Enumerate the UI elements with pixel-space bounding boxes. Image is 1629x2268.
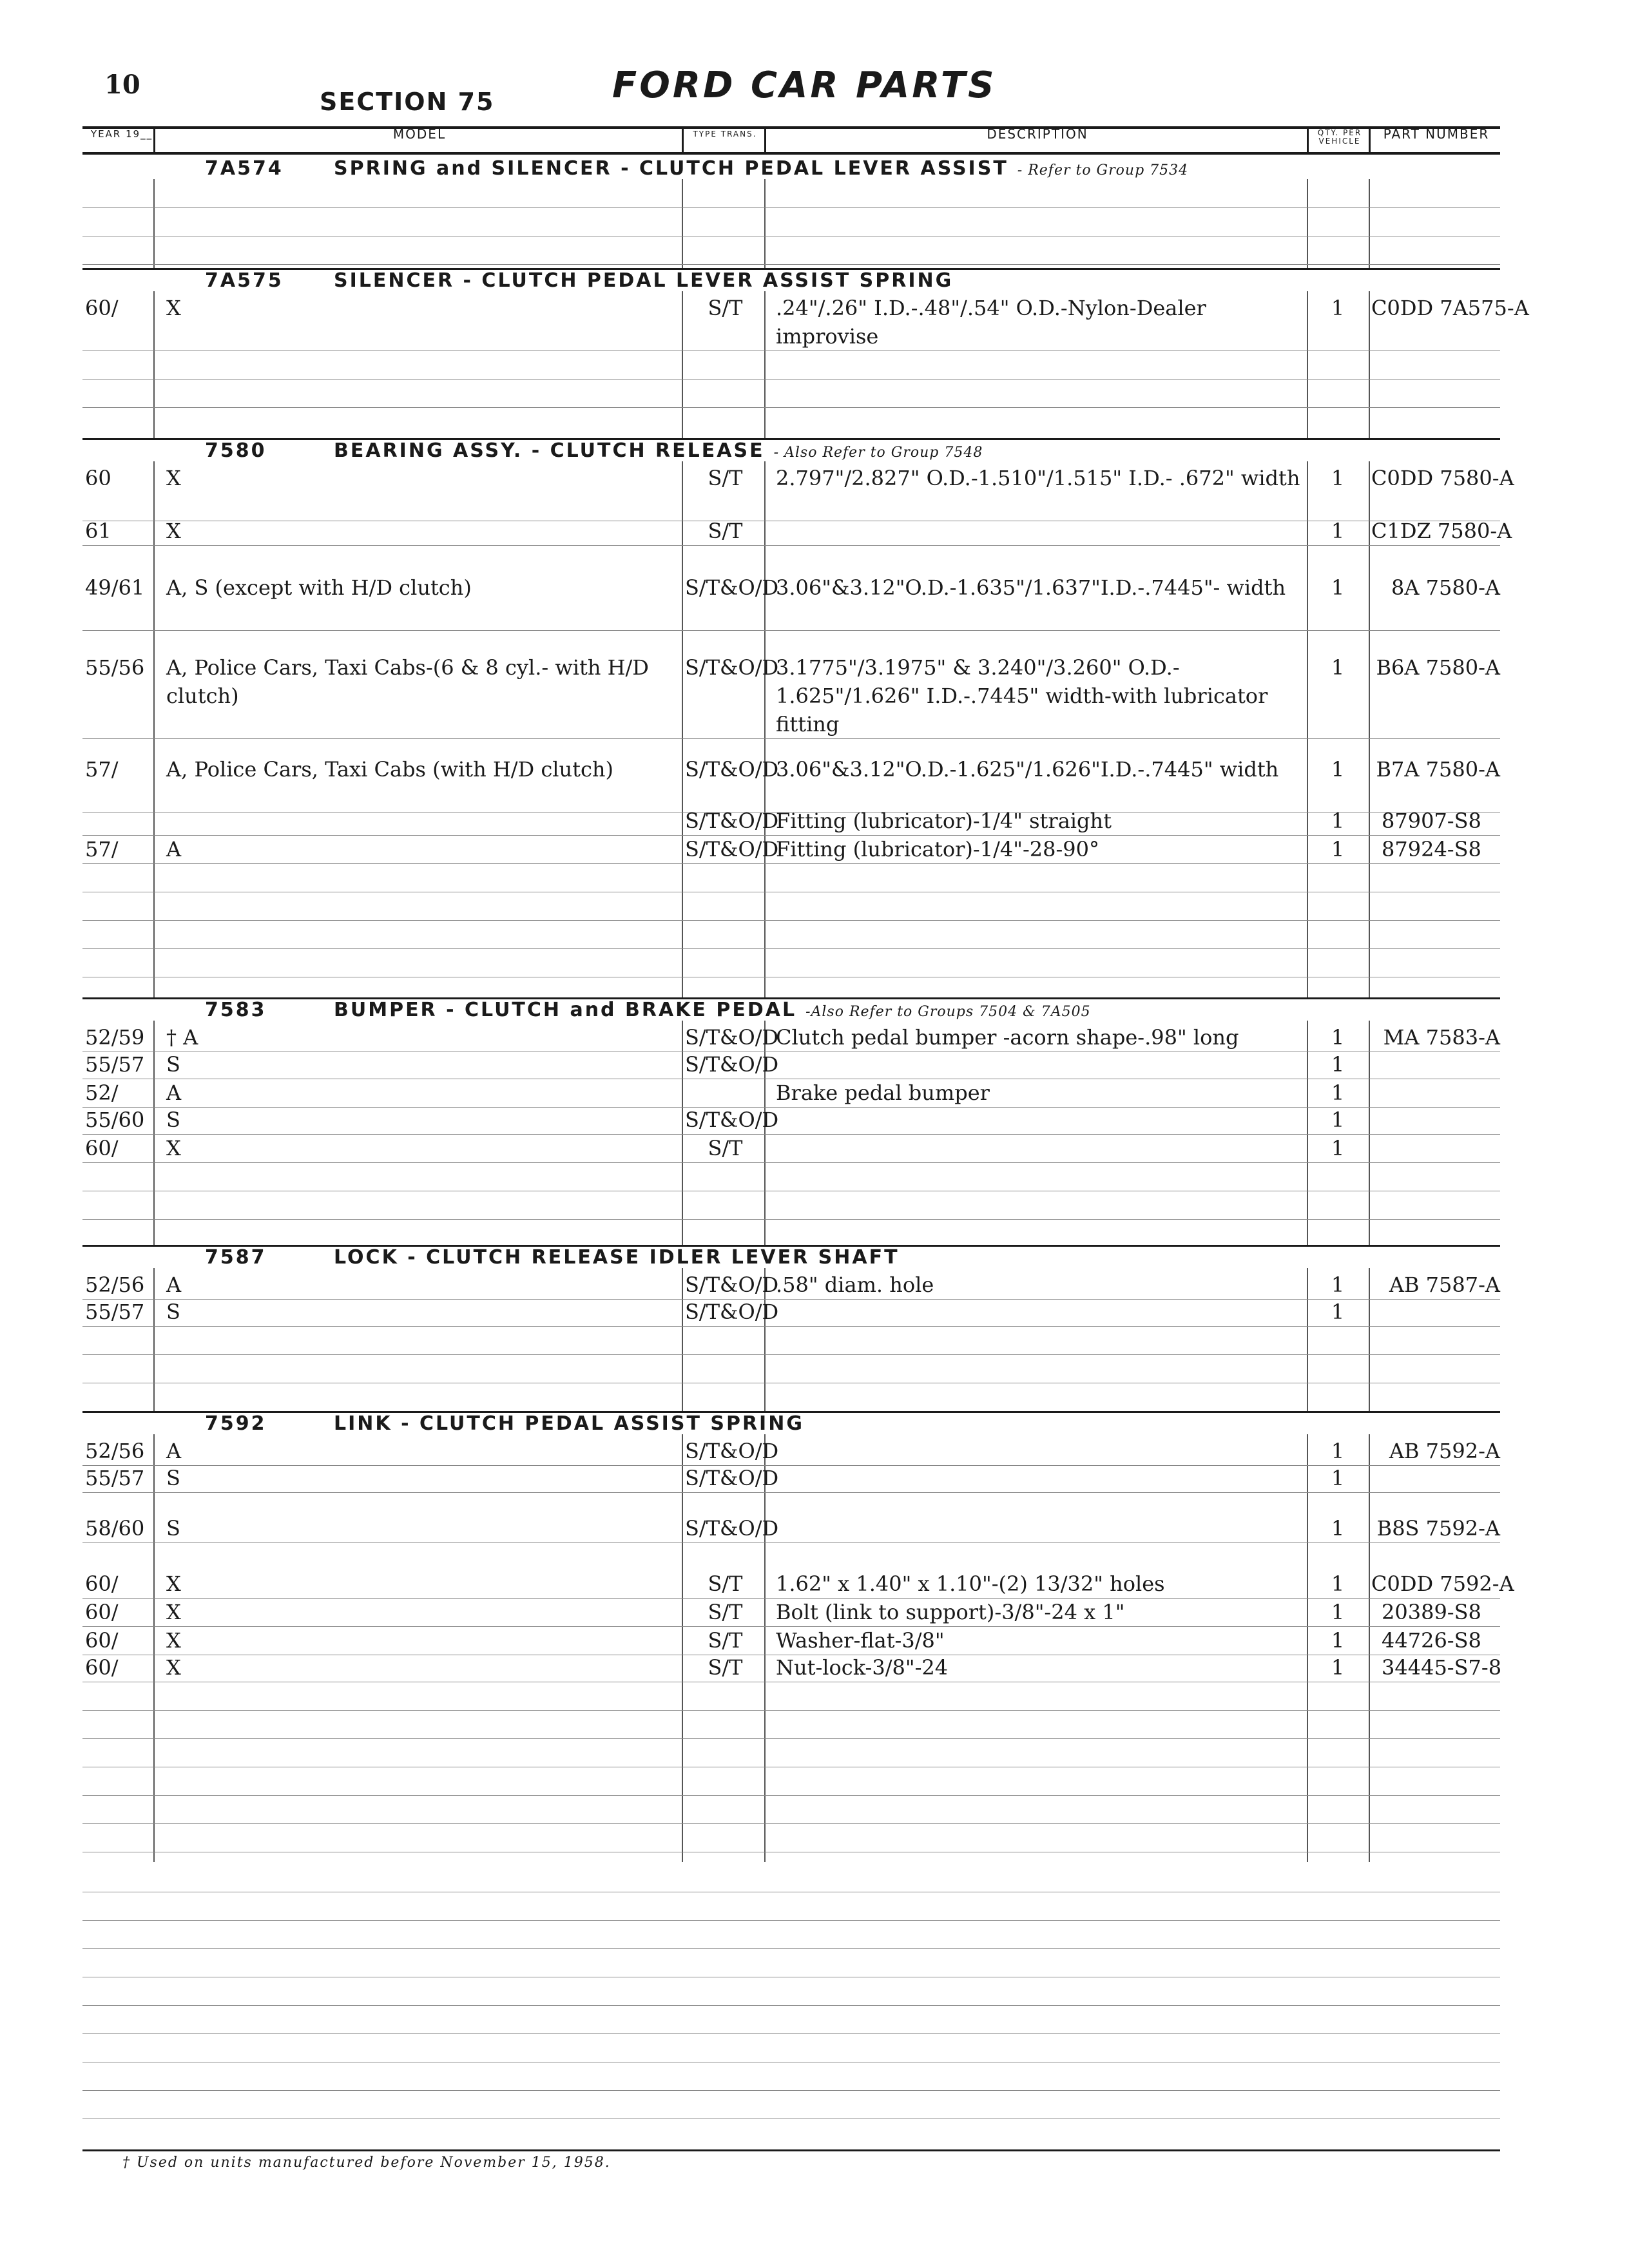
blank-rule: [82, 1354, 1500, 1355]
cell-type-trans: S/T: [708, 519, 743, 543]
bottom-rule: [82, 2149, 1500, 2151]
cell-part-number: AB 7587-A: [1389, 1273, 1500, 1297]
header-model: MODEL: [153, 129, 684, 152]
blank-rule: [82, 1795, 1500, 1796]
cell-year: 55/57: [85, 1052, 145, 1077]
cell-qty: 1: [1331, 1600, 1345, 1624]
group-block: [82, 1245, 1500, 1411]
cell-model: S: [166, 1108, 180, 1132]
cell-qty: 1: [1331, 1108, 1345, 1132]
group-name: [334, 999, 1091, 1021]
row-rule: [82, 1326, 1500, 1327]
group-number: 7583: [205, 999, 267, 1021]
table-row: [82, 835, 1500, 863]
cell-description: 3.06"&3.12"O.D.-1.635"/1.637"I.D.-.7445"- width: [776, 575, 1286, 600]
cell-description: Clutch pedal bumper -acorn shape-.98" long: [776, 1025, 1239, 1050]
cell-part-number: 8A 7580-A: [1391, 575, 1500, 600]
table-row: [82, 1023, 1500, 1052]
blank-rule: [82, 2033, 1500, 2034]
group-reference: - Also Refer to Group 7548: [773, 445, 983, 461]
cell-model: X: [166, 1655, 181, 1680]
cell-model: † A: [166, 1025, 198, 1050]
cell-type-trans: S/T&O/D: [685, 757, 779, 782]
group-block: [82, 438, 1514, 997]
group-heading: [82, 156, 1500, 179]
cell-year: 55/57: [85, 1300, 145, 1324]
cell-qty: 1: [1331, 1081, 1345, 1105]
page-title: FORD CAR PARTS: [612, 64, 997, 106]
cell-type-trans: S/T&O/D: [685, 1273, 779, 1297]
cell-description: Fitting (lubricator)-1/4"-28-90°: [776, 837, 1099, 861]
group-number: 7592: [205, 1412, 267, 1435]
table-row: [82, 1626, 1500, 1655]
cell-qty: 1: [1331, 809, 1345, 833]
table-row: [82, 1106, 1500, 1134]
cell-qty: 1: [1331, 1273, 1345, 1297]
column-divider: [153, 179, 155, 268]
page-number: 10: [104, 70, 140, 100]
group-name: [334, 1412, 804, 1435]
header-year: YEAR 19__: [90, 128, 153, 140]
row-rule: [82, 545, 1500, 546]
table-row: [82, 464, 1514, 521]
blank-rule: [82, 1823, 1500, 1824]
cell-model: A, Police Cars, Taxi Cabs (with H/D clutch): [166, 757, 614, 782]
cell-type-trans: S/T: [708, 1136, 743, 1160]
section-title: SECTION 75: [320, 88, 495, 116]
cell-part-number: C1DZ 7580-A: [1371, 519, 1512, 543]
header-description: DESCRIPTION: [764, 129, 1309, 152]
column-divider: [1369, 179, 1370, 268]
group-block: [82, 997, 1500, 1245]
cell-description: Bolt (link to support)-3/8"-24 x 1": [776, 1600, 1125, 1624]
cell-year: 52/56: [85, 1273, 145, 1297]
group-block: [82, 268, 1529, 438]
table-row: [82, 1050, 1500, 1079]
cell-year: 55/57: [85, 1466, 145, 1490]
cell-year: 52/56: [85, 1439, 145, 1463]
blank-rule: [82, 1948, 1500, 1949]
row-rule: [82, 1542, 1500, 1543]
cell-model: X: [166, 466, 181, 490]
blank-rule: [82, 1738, 1500, 1739]
cell-model: A: [166, 1081, 182, 1105]
group-name-text: SILENCER - CLUTCH PEDAL LEVER ASSIST SPRING: [334, 269, 954, 292]
cell-qty: 1: [1331, 1136, 1345, 1160]
cell-model: S: [166, 1516, 180, 1541]
cell-type-trans: S/T&O/D: [685, 1025, 779, 1050]
column-divider: [682, 179, 683, 268]
group-number: 7A574: [205, 157, 284, 180]
cell-qty: 1: [1331, 1628, 1345, 1653]
cell-year: 57/: [85, 757, 119, 782]
group-name-text: BUMPER - CLUTCH and BRAKE PEDAL: [334, 999, 797, 1021]
blank-rule: [82, 407, 1500, 408]
cell-qty: 1: [1331, 1466, 1345, 1490]
column-divider: [764, 179, 766, 268]
cell-model: X: [166, 1136, 181, 1160]
blank-rule: [82, 948, 1500, 949]
cell-year: 57/: [85, 837, 119, 861]
cell-description: 1.62" x 1.40" x 1.10"-(2) 13/32" holes: [776, 1571, 1165, 1596]
cell-qty: 1: [1331, 575, 1345, 600]
cell-part-number: C0DD 7592-A: [1371, 1571, 1514, 1596]
cell-part-number: B7A 7580-A: [1376, 757, 1500, 782]
cell-model: X: [166, 519, 181, 543]
blank-rule: [82, 2005, 1500, 2006]
cell-type-trans: S/T&O/D: [685, 575, 779, 600]
group-heading: [82, 438, 1500, 461]
group-reference: -Also Refer to Groups 7504 & 7A505: [805, 1004, 1091, 1020]
table-row: [82, 1464, 1500, 1492]
cell-qty: 1: [1331, 1025, 1345, 1050]
cell-part-number: MA 7583-A: [1383, 1025, 1500, 1050]
header-type-trans: TYPE TRANS.: [682, 129, 766, 152]
group-number: 7587: [205, 1246, 267, 1269]
cell-qty: 1: [1331, 655, 1345, 680]
cell-model: X: [166, 1571, 181, 1596]
group-name-text: BEARING ASSY. - CLUTCH RELEASE: [334, 439, 765, 462]
group-heading: [82, 997, 1500, 1021]
cell-qty: 1: [1331, 757, 1345, 782]
cell-qty: 1: [1331, 1571, 1345, 1596]
group-name: [334, 269, 953, 292]
header-part-number: PART NUMBER: [1369, 129, 1502, 152]
cell-year: 61: [85, 519, 111, 543]
table-row: [82, 755, 1500, 812]
cell-description: .58" diam. hole: [776, 1273, 934, 1297]
cell-year: 60/: [85, 1600, 119, 1624]
cell-model: A: [166, 1273, 182, 1297]
cell-model: S: [166, 1300, 180, 1324]
cell-year: 52/59: [85, 1025, 145, 1050]
row-rule: [82, 630, 1500, 631]
cell-part-number: B8S 7592-A: [1376, 1516, 1500, 1541]
group-name-text: LOCK - CLUTCH RELEASE IDLER LEVER SHAFT: [334, 1246, 900, 1269]
cell-year: 58/60: [85, 1516, 145, 1541]
cell-part-number: C0DD 7A575-A: [1371, 296, 1529, 320]
table-row: [82, 517, 1512, 545]
cell-qty: 1: [1331, 837, 1345, 861]
cell-part-number: C0DD 7580-A: [1371, 466, 1514, 490]
group-heading: [82, 1245, 1500, 1268]
cell-model: A: [166, 837, 182, 861]
cell-model: A: [166, 1439, 182, 1463]
table-row: [82, 1298, 1500, 1326]
cell-part-number: 34445-S7-8: [1382, 1655, 1502, 1680]
header-qty-per-vehicle: QTY. PER VEHICLE: [1307, 129, 1371, 152]
cell-type-trans: S/T: [708, 1600, 743, 1624]
row-rule: [82, 1492, 1500, 1493]
cell-part-number: 87924-S8: [1382, 837, 1481, 861]
cell-type-trans: S/T&O/D: [685, 655, 779, 680]
group-heading: [82, 1411, 1500, 1434]
blank-rule: [82, 1710, 1500, 1711]
cell-qty: 1: [1331, 296, 1345, 320]
table-row: [82, 1514, 1500, 1542]
group-number: 7A575: [205, 269, 284, 292]
cell-qty: 1: [1331, 1439, 1345, 1463]
cell-qty: 1: [1331, 1052, 1345, 1077]
table-row: [82, 1653, 1500, 1682]
group-reference: - Refer to Group 7534: [1017, 162, 1189, 178]
group-heading: [82, 268, 1500, 291]
group-block: [82, 156, 1500, 268]
group-name: [334, 439, 983, 462]
cell-type-trans: S/T: [708, 466, 743, 490]
cell-type-trans: S/T&O/D: [685, 1439, 779, 1463]
cell-type-trans: S/T&O/D: [685, 1516, 779, 1541]
cell-year: 55/56: [85, 655, 145, 680]
cell-description: Brake pedal bumper: [776, 1081, 990, 1105]
cell-type-trans: S/T&O/D: [685, 1052, 779, 1077]
row-rule: [82, 863, 1500, 864]
row-rule: [82, 738, 1500, 739]
blank-rule: [82, 1219, 1500, 1220]
cell-type-trans: S/T&O/D: [685, 809, 779, 833]
cell-description: Washer-flat-3/8": [776, 1628, 945, 1653]
cell-part-number: 20389-S8: [1382, 1600, 1481, 1624]
cell-model: S: [166, 1466, 180, 1490]
cell-year: 60/: [85, 1655, 119, 1680]
table-row: [82, 807, 1500, 835]
cell-model: X: [166, 1600, 181, 1624]
cell-description: 3.1775"/3.1975" & 3.240"/3.260" O.D.- 1.625"/1.626" I.D.-.7445" width-with lubricator fitting: [776, 655, 1268, 736]
column-header: [82, 126, 1500, 155]
table-row: [82, 294, 1529, 351]
table-row: [82, 1598, 1500, 1626]
cell-part-number: B6A 7580-A: [1376, 655, 1500, 680]
cell-description: .24"/.26" I.D.-.48"/.54" O.D.-Nylon-Dealer improvise: [776, 296, 1206, 349]
blank-rule: [82, 2090, 1500, 2091]
table-row: [82, 1437, 1500, 1465]
blank-rule: [82, 207, 1500, 208]
cell-description: Fitting (lubricator)-1/4" straight: [776, 809, 1112, 833]
cell-qty: 1: [1331, 1655, 1345, 1680]
cell-model: A, S (except with H/D clutch): [166, 575, 472, 600]
cell-model: S: [166, 1052, 180, 1077]
footnote: † Used on units manufactured before November 15, 1958.: [122, 2155, 611, 2171]
blank-rule: [82, 1920, 1500, 1921]
group-name-text: LINK - CLUTCH PEDAL ASSIST SPRING: [334, 1412, 804, 1435]
cell-description: 2.797"/2.827" O.D.-1.510"/1.515" I.D.- .672" width: [776, 466, 1300, 490]
cell-year: 60/: [85, 1136, 119, 1160]
cell-model: X: [166, 296, 181, 320]
table-row: [82, 573, 1500, 630]
cell-description: Nut-lock-3/8"-24: [776, 1655, 949, 1680]
cell-qty: 1: [1331, 519, 1345, 543]
cell-year: 60/: [85, 1571, 119, 1596]
row-rule: [82, 1162, 1500, 1163]
cell-type-trans: S/T&O/D: [685, 1300, 779, 1324]
group-name: [334, 157, 1188, 180]
group-name: [334, 1246, 900, 1269]
cell-qty: 1: [1331, 1516, 1345, 1541]
group-block: [82, 1411, 1514, 1862]
blank-rule: [82, 920, 1500, 921]
table-row: [82, 653, 1500, 738]
cell-year: 60/: [85, 296, 119, 320]
cell-qty: 1: [1331, 466, 1345, 490]
cell-type-trans: S/T: [708, 1571, 743, 1596]
cell-part-number: 87907-S8: [1382, 809, 1481, 833]
table-row: [82, 1271, 1500, 1299]
cell-year: 52/: [85, 1081, 119, 1105]
cell-year: 60: [85, 466, 111, 490]
table-row: [82, 1570, 1514, 1598]
cell-year: 49/61: [85, 575, 145, 600]
group-number: 7580: [205, 439, 267, 462]
cell-part-number: 44726-S8: [1382, 1628, 1481, 1653]
cell-year: 55/60: [85, 1108, 145, 1132]
cell-part-number: AB 7592-A: [1389, 1439, 1500, 1463]
group-name-text: SPRING and SILENCER - CLUTCH PEDAL LEVER ASSIST: [334, 157, 1008, 180]
cell-model: A, Police Cars, Taxi Cabs-(6 & 8 cyl.- with H/D clutch): [166, 655, 649, 708]
table-row: [82, 1134, 1500, 1162]
cell-year: 60/: [85, 1628, 119, 1653]
column-divider: [1307, 179, 1308, 268]
cell-type-trans: S/T&O/D: [685, 837, 779, 861]
cell-qty: 1: [1331, 1300, 1345, 1324]
cell-type-trans: S/T&O/D: [685, 1466, 779, 1490]
cell-description: 3.06"&3.12"O.D.-1.625"/1.626"I.D.-.7445" width: [776, 757, 1279, 782]
cell-model: X: [166, 1628, 181, 1653]
cell-type-trans: S/T: [708, 1655, 743, 1680]
table-row: [82, 1079, 1500, 1107]
cell-type-trans: S/T: [708, 1628, 743, 1653]
blank-rule: [82, 379, 1500, 380]
blank-rule: [82, 264, 1500, 265]
cell-type-trans: S/T: [708, 296, 743, 320]
cell-type-trans: S/T&O/D: [685, 1108, 779, 1132]
